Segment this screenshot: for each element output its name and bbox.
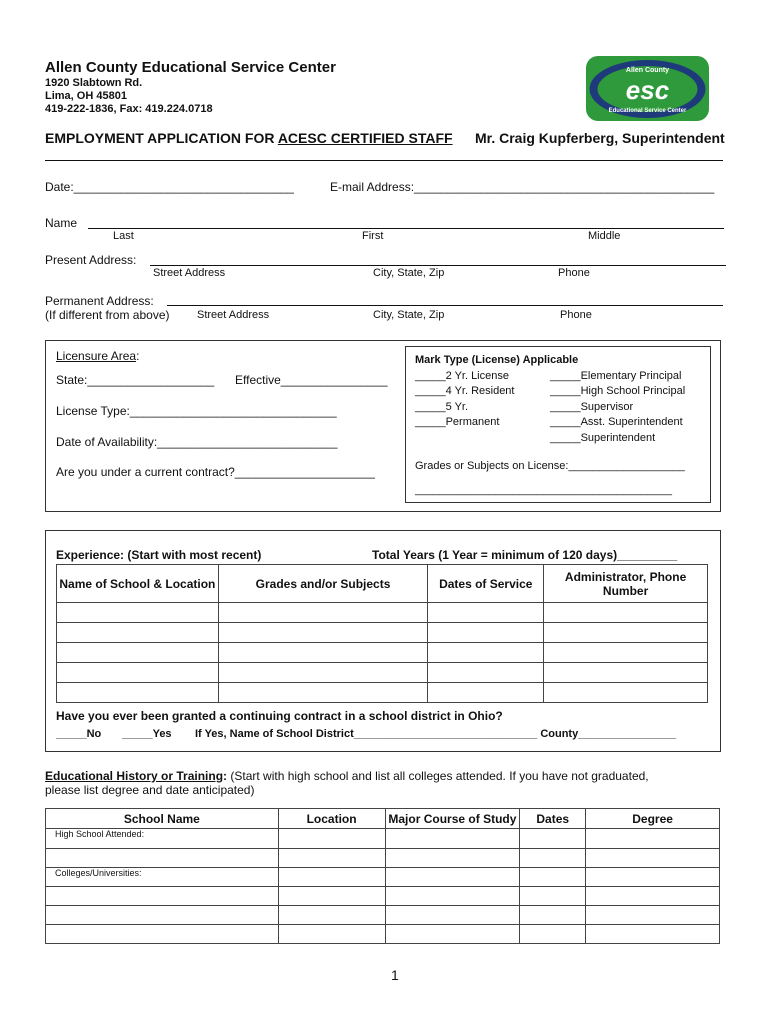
licensure-heading: Licensure Area:	[56, 349, 140, 363]
colleges-label: Colleges/Universities:	[46, 868, 279, 887]
table-row[interactable]	[57, 603, 708, 623]
position-option[interactable]: _____Asst. Superintendent	[550, 416, 683, 428]
table-row[interactable]	[46, 829, 720, 849]
form-title-underlined: ACESC CERTIFIED STAFF	[277, 130, 453, 146]
email-field[interactable]: E-mail Address:_____________________________________________	[330, 180, 715, 194]
name-label: Name	[45, 216, 78, 230]
permanent-street-label: Street Address	[197, 309, 270, 321]
title-divider	[45, 160, 723, 161]
experience-heading: Experience: (Start with most recent)	[56, 548, 262, 562]
name-middle-label: Middle	[588, 230, 621, 242]
continuing-yes-option[interactable]: _____Yes	[122, 728, 172, 740]
column-header: Dates	[520, 809, 586, 829]
page-number: 1	[391, 967, 399, 983]
table-row[interactable]	[57, 683, 708, 703]
continuing-no-option[interactable]: _____No	[56, 728, 102, 740]
logo-text-top: Allen County	[625, 67, 670, 74]
form-title-prefix: EMPLOYMENT APPLICATION FOR	[45, 130, 278, 146]
column-header: Dates of Service	[428, 565, 544, 603]
permanent-address-label: Permanent Address:	[45, 294, 154, 308]
column-header: Degree	[586, 809, 720, 829]
table-row[interactable]	[46, 887, 720, 906]
table-row[interactable]	[57, 623, 708, 643]
education-instructions: please list degree and date anticipated)	[45, 783, 255, 797]
position-option[interactable]: _____Superintendent	[550, 432, 656, 444]
table-row[interactable]	[46, 925, 720, 944]
total-years-field[interactable]: Total Years (1 Year = minimum of 120 days)_________	[372, 548, 678, 562]
experience-table	[56, 564, 708, 703]
if-different-label: (If different from above)	[45, 308, 170, 322]
continuing-contract-question: Have you ever been granted a continuing contract in a school district in Ohio?	[56, 709, 503, 723]
column-header: Administrator, Phone Number	[544, 565, 708, 603]
current-contract-field[interactable]: Are you under a current contract?_____________________	[56, 465, 375, 479]
org-address-line2: Lima, OH 45801	[45, 90, 127, 102]
license-option[interactable]: _____4 Yr. Resident	[415, 385, 515, 397]
grades-subjects-field[interactable]: Grades or Subjects on License:___________________	[415, 460, 685, 472]
position-option[interactable]: _____High School Principal	[550, 385, 686, 397]
column-header: School Name	[46, 809, 279, 829]
table-row[interactable]	[46, 849, 720, 868]
present-city-label: City, State, Zip	[373, 267, 445, 279]
superintendent-name: Mr. Craig Kupferberg, Superintendent	[475, 130, 725, 146]
position-option[interactable]: _____Elementary Principal	[550, 370, 682, 382]
table-row[interactable]	[57, 643, 708, 663]
present-street-label: Street Address	[153, 267, 226, 279]
permanent-address-line[interactable]	[167, 305, 723, 306]
position-option[interactable]: _____Supervisor	[550, 401, 634, 413]
form-title	[45, 130, 453, 146]
license-option[interactable]: _____5 Yr.	[415, 401, 469, 413]
table-row[interactable]	[57, 663, 708, 683]
education-table	[45, 808, 720, 944]
column-header: Grades and/or Subjects	[218, 565, 428, 603]
present-address-line[interactable]	[150, 265, 726, 266]
name-first-label: First	[362, 230, 384, 242]
license-type-field[interactable]: License Type:_______________________________	[56, 404, 337, 418]
table-row[interactable]	[46, 868, 720, 887]
table-row[interactable]	[46, 906, 720, 925]
column-header: Name of School & Location	[57, 565, 219, 603]
state-field[interactable]: State:___________________	[56, 373, 215, 387]
education-heading: Educational History or Training: (Start with high school and list all colleges attended. If you have not graduated,	[45, 769, 649, 783]
license-option[interactable]: _____2 Yr. License	[415, 370, 509, 382]
school-district-county-field[interactable]: If Yes, Name of School District______________________________ County________________	[195, 728, 677, 740]
effective-field[interactable]: Effective________________	[235, 373, 388, 387]
permanent-phone-label: Phone	[560, 309, 592, 321]
logo-text-mid: esc	[625, 75, 670, 105]
column-header: Location	[278, 809, 385, 829]
grades-subjects-line2[interactable]: __________________________________________	[415, 484, 672, 496]
logo-text-bottom: Educational Service Center	[608, 108, 687, 114]
high-school-label: High School Attended:	[46, 829, 279, 849]
table-header-row	[57, 565, 708, 603]
availability-date-field[interactable]: Date of Availability:___________________________	[56, 435, 338, 449]
org-name: Allen County Educational Service Center	[45, 59, 336, 76]
present-phone-label: Phone	[558, 267, 590, 279]
column-header: Major Course of Study	[385, 809, 520, 829]
name-last-label: Last	[113, 230, 134, 242]
name-field-line[interactable]	[88, 228, 724, 229]
date-field[interactable]: Date:_________________________________	[45, 180, 294, 194]
org-phone-fax: 419-222-1836, Fax: 419.224.0718	[45, 103, 213, 115]
table-header-row	[46, 809, 720, 829]
permanent-city-label: City, State, Zip	[373, 309, 445, 321]
present-address-label: Present Address:	[45, 253, 137, 267]
license-option[interactable]: _____Permanent	[415, 416, 500, 428]
org-address-line1: 1920 Slabtown Rd.	[45, 77, 143, 89]
mark-type-heading: Mark Type (License) Applicable	[415, 354, 579, 366]
esc-logo	[585, 55, 710, 122]
